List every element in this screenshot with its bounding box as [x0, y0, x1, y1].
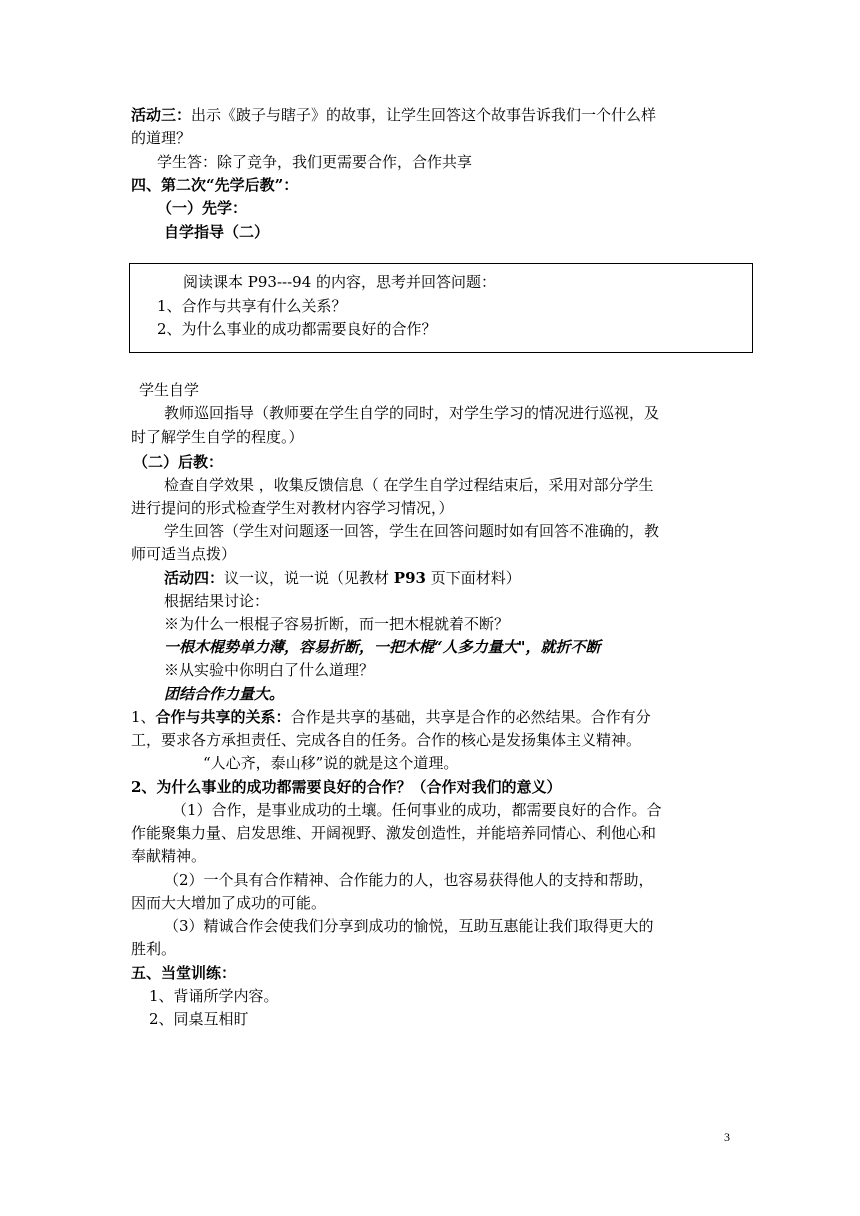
section4-heading: 四、第二次“先学后教”： [131, 176, 299, 194]
activity3-answer: 学生答：除了竞争，我们更需要合作，合作共享 [157, 153, 473, 171]
point2-sub1-line3: 奉献精神。 [131, 847, 207, 865]
point2-sub3-line1: （3）精诚合作会使我们分享到成功的愉悦，互助互惠能让我们取得更大的 [164, 917, 654, 935]
point1-line3: “人心齐，泰山移”说的就是这个道理。 [203, 754, 459, 772]
activity4-page-ref: P93 [393, 569, 426, 587]
activity4-label: 活动四： [164, 569, 225, 587]
point2-sub2-line2: 因而大大增加了成功的可能。 [131, 894, 327, 912]
activity3-text-cont: 的道理？ [131, 129, 192, 147]
activity3-text: 出示《跛子与瞎子》的故事，让学生回答这个故事告诉我们一个什么样 [191, 106, 657, 124]
self-study-label: 学生自学 [139, 381, 200, 399]
subsection1-heading: （一）先学： [157, 199, 248, 217]
point2-sub1-line2: 作能聚集力量、启发思维、开阔视野、激发创造性，并能培养同情心、利他心和 [131, 824, 657, 842]
answer-line2: 师可适当点拨） [131, 545, 237, 563]
question-stick: ※为什么一根棍子容易折断，而一把木棍就着不断？ [164, 615, 510, 633]
guide-heading: 自学指导（二） [164, 223, 270, 241]
answer-stick: 一根木棍势单力薄，容易折断，一把木棍“人多力量大"，就折不断 [164, 638, 601, 656]
drill-item-1: 1、背诵所学内容。 [149, 987, 279, 1005]
box-instruction: 阅读课本 P93---94 的内容，思考并回答问题： [183, 273, 497, 291]
point2-heading: 2、为什么事业的成功都需要良好的合作？（合作对我们的意义） [131, 778, 562, 796]
point1-line2: 工，要求各方承担责任、完成各自的任务。合作的核心是发扬集体主义精神。 [131, 731, 642, 749]
activity3-label: 活动三： [131, 106, 192, 124]
point2-sub2-line1: （2）一个具有合作精神、合作能力的人，也容易获得他人的支持和帮助， [164, 871, 654, 889]
answer-line1: 学生回答（学生对问题逐一回答，学生在回答问题时如有回答不准确的，教 [164, 522, 660, 540]
section5-heading: 五、当堂训练： [131, 964, 237, 982]
point1-label: 合作与共享的关系： [155, 708, 291, 726]
point2-sub1-line1: （1）合作，是事业成功的土壤。任何事业的成功，都需要良好的合作。合 [172, 801, 662, 819]
point1-line1 [131, 706, 651, 728]
subsection2-heading: （二）后教： [133, 453, 224, 471]
box-question-2: 2、为什么事业的成功都需要良好的合作？ [157, 320, 437, 338]
question-lesson: ※从实验中你明白了什么道理？ [164, 661, 375, 679]
point1-text: 合作是共享的基础，共享是合作的必然结果。合作有分 [290, 708, 651, 726]
discussion-label: 根据结果讨论： [164, 592, 270, 610]
activity4-text: 议一议，说一说（见教材 [224, 569, 394, 587]
teacher-patrol-line2: 时了解学生自学的程度。） [131, 428, 304, 446]
page-number: 3 [724, 1130, 730, 1144]
drill-item-2: 2、同桌互相盯 [149, 1010, 249, 1028]
check-line1: 检查自学效果 ，收集反馈信息（ 在学生自学过程结束后，采用对部分学生 [164, 476, 654, 494]
check-line2: 进行提问的形式检查学生对教材内容学习情况，） [131, 499, 454, 517]
box-question-1: 1、合作与共享有什么关系？ [157, 297, 347, 315]
activity4-tail: 页下面材料） [425, 569, 521, 587]
point1-number: 1、 [131, 708, 156, 726]
activity4-line [164, 567, 521, 589]
teacher-patrol-line1: 教师巡回指导（教师要在学生自学的同时，对学生学习的情况进行巡视，及 [164, 404, 660, 422]
point2-sub3-line2: 胜利。 [131, 940, 177, 958]
answer-lesson: 团结合作力量大。 [164, 685, 285, 703]
activity3-line [131, 104, 656, 126]
